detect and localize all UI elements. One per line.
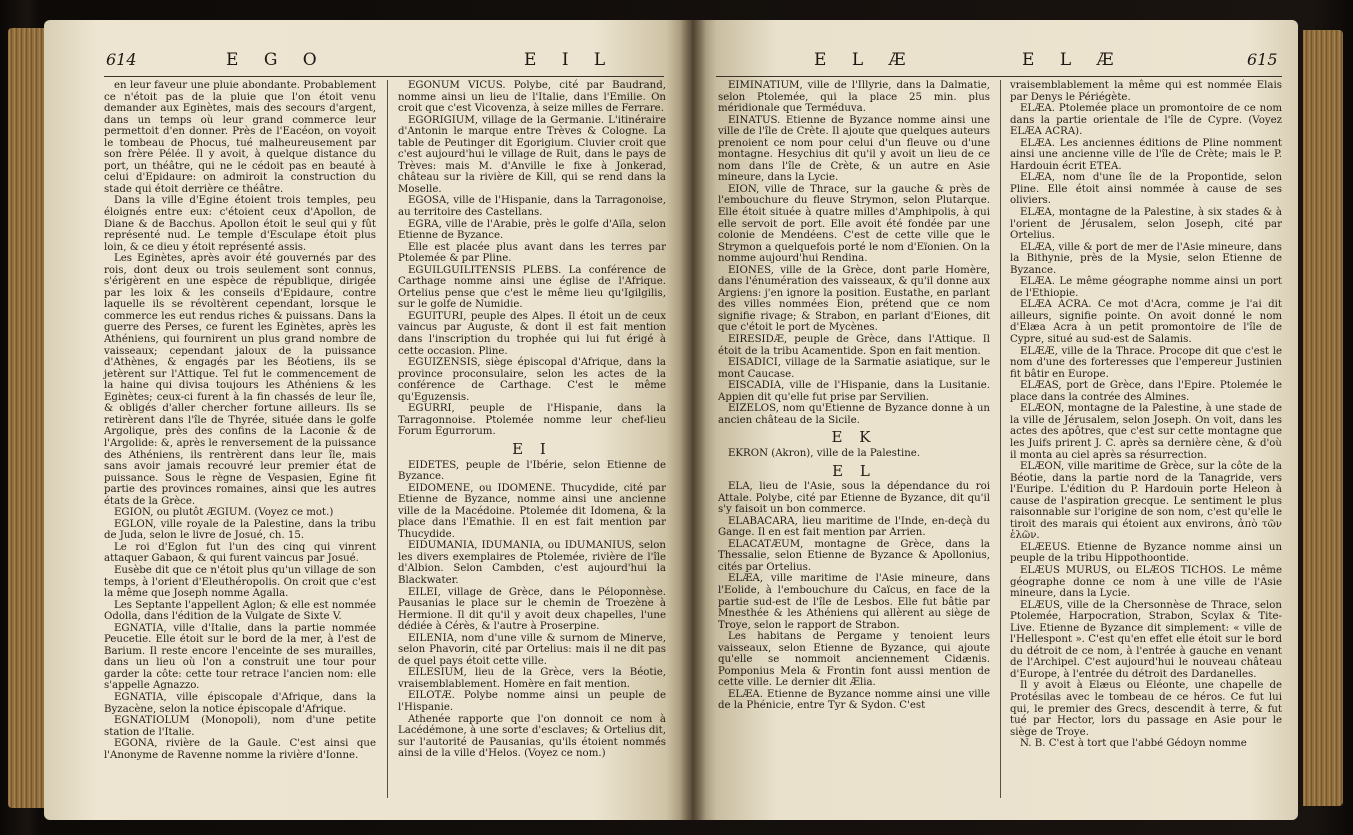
- entry: EIDUMANIA, IDUMANIA, ou IDUMANIUS, selon les divers exemplaires de Ptolemée, rivière de l'île d'Albion. Selon Cambden, c'est aujourd'hui la Blackwater.: [398, 540, 666, 586]
- entry: vraisemblablement la même qui est nommée Elais par Denys le Périégète.: [1010, 80, 1282, 103]
- entry: ELABACARA, lieu maritime de l'Inde, en-deçà du Gange. Il en est fait mention par Arrien.: [718, 515, 990, 539]
- right-page: [692, 20, 1298, 820]
- right-running-head-2: E L Æ: [1022, 50, 1124, 70]
- entry: EIMINATIUM, ville de l'Illyrie, dans la Dalmatie, selon Ptolemée, qui la place 25 min. plus méridionale que Terméduva.: [718, 80, 990, 115]
- entry: Eusèbe dit que ce n'étoit plus qu'un village de son temps, à l'orient d'Eleuthéropolis. On croit que c'est la même que Joseph nomme Agalla.: [104, 564, 376, 600]
- entry: EINATUS. Etienne de Byzance nomme ainsi une ville de l'île de Crète. Il ajoute que quelques auteurs prenoient ce nom pour celui d'un fleuve ou d'une montagne. Hesychius dit qu'il y avoit un lieu de ce nom dans l'île de Crète, & un autre en Asie mineure, dans la Lycie.: [718, 114, 990, 184]
- entry: ELÆA. Etienne de Byzance nomme ainsi une ville de la Phénicie, entre Tyr & Sydon. C'est: [718, 688, 990, 712]
- entry: ELÆON, montagne de la Palestine, à une stade de la ville de Jérusalem, selon Joseph. On voit, dans les actes des apôtres, que c'est sur cette montagne que les Juifs prirent J. C. après sa dernière cène, & d'où il monta au ciel après sa résurrection.: [1010, 403, 1282, 461]
- section-heading-ei: E I: [512, 439, 552, 458]
- entry: ELÆA, ville maritime de l'Asie mineure, dans l'Eolide, à l'embouchure du Caïcus, en face de la partie sud-est de l'île de Lesbos. Elle fut bâtie par Mnesthée & les Athéniens qui allèrent au siège de Troye, selon le rapport de Strabon.: [718, 573, 990, 631]
- entry: ELÆON, ville maritime de Grèce, sur la côte de la Béotie, dans la partie nord de la Tanagride, vers l'Euripe. L'édition du P. Hardouin porte Heleon à cause de l'aspiration grecque. Le sentiment le plus raisonnable sur l'origine de son nom, c'est qu'elle le tiroit des marais qui étoient aux environs, ἀπὸ τῶν ἑλῶν.: [1010, 461, 1282, 542]
- entry: Les habitans de Pergame y tenoient leurs vaisseaux, selon Etienne de Byzance, qui ajoute qu'elle se nommoit anciennement Cidænis. Pomponius Mela & Frontin font aussi mention de cette ville. Le dernier dit Ælia.: [718, 631, 990, 689]
- entry: EKRON (Akron), ville de la Palestine.: [728, 447, 921, 459]
- right-column-divider: [1000, 80, 1001, 798]
- entry: ELA, lieu de l'Asie, sous la dépendance du roi Attale. Polybe, cité par Etienne de Byzance, dit qu'il s'y faisoit un bon commerce.: [718, 481, 990, 516]
- entry: ELÆEUS. Etienne de Byzance nomme ainsi un peuple de la tribu Hippothoontide.: [1010, 541, 1282, 565]
- entry: Athenée rapporte que l'on donnoit ce nom à Lacédémone, à une sorte d'esclaves; & Ortelius dit, sur l'autorité de Pausanias, qu'ils étoient nommés ainsi de la ville d'Helos. (Voyez ce nom.): [398, 713, 666, 760]
- entry: EIZELOS, nom qu'Etienne de Byzance donne à un ancien château de la Sicile.: [718, 403, 990, 426]
- section-heading-el: E L: [832, 461, 876, 480]
- entry: ELÆUS, ville de la Chersonnèse de Thrace, selon Ptolemée, Harpocration, Strabon, Scylax & Tite-Live. Etienne de Byzance dit simplement: « ville de l'Hellespont ». C'est qu'en effet elle étoit sur le bord du détroit de ce nom, à l'entrée à gauche en venant de l'Archipel. C'est aujourd'hui le nouveau château d'Europe, à l'entrée du détroit des Dardanelles.: [1010, 599, 1282, 680]
- left-column-1: [104, 80, 376, 761]
- left-page: [44, 20, 692, 820]
- entry: EIDOMENE, ou IDOMENE. Thucydide, cité par Etienne de Byzance, nomme ainsi une ancienne ville de la Macédoine. Ptolemée dit Idomena, & la place dans l'Emathie. Il en est fait mention par Thucydide.: [398, 482, 666, 540]
- entry: Elle est placée plus avant dans les terres par Ptolemée & par Pline.: [398, 241, 666, 265]
- entry: EIRESIDÆ, peuple de Grèce, dans l'Attique. Il étoit de la tribu Acamentide. Spon en fait mention.: [718, 334, 990, 357]
- entry: EGION, ou plutôt ÆGIUM. (Voyez ce mot.): [114, 507, 334, 519]
- entry: EGLON, ville royale de la Palestine, dans la tribu de Juda, selon le livre de Josué, ch. 15.: [104, 518, 376, 542]
- entry: ELÆÆ, ville de la Thrace. Procope dit que c'est le nom d'une des forteresses que l'empereur Justinien fit bâtir en Europe.: [1010, 345, 1282, 380]
- entry: ELÆA, ville & port de mer de l'Asie mineure, dans la Bithynie, près de la Mysie, selon Etienne de Byzance.: [1010, 241, 1282, 276]
- entry: EIDETES, peuple de l'Ibérie, selon Etienne de Byzance.: [398, 459, 666, 483]
- entry: ELÆUS MURUS, ou ELÆOS TICHOS. Le même géographe donne ce nom à une ville de l'Asie mineure, dans la Lycie.: [1010, 564, 1282, 600]
- right-head-rule: [716, 76, 1282, 77]
- entry: ELÆA. Le même géographe nomme ainsi un port de l'Ethiopie.: [1010, 276, 1282, 299]
- left-column-divider: [387, 80, 388, 798]
- entry: EISADICI, village de la Sarmatie asiatique, sur le mont Caucase.: [718, 357, 990, 380]
- entry: N. B. C'est à tort que l'abbé Gédoyn nomme: [1020, 738, 1247, 750]
- entry: EGUITURI, peuple des Alpes. Il étoit un de ceux vaincus par Auguste, & dont il est fait mention dans l'inscription du trophée qui lui fut érigé à cette occasion. Pline.: [398, 310, 666, 357]
- left-running-head-1: E G O: [226, 50, 327, 70]
- entry: EGONUM VICUS. Polybe, cité par Baudrand, nomme ainsi un lieu de l'Italie, dans l'Emilie. On croit que c'est Vicovenza, à seize milles de Ferrare.: [398, 80, 666, 115]
- entry: EGURRI, peuple de l'Hispanie, dans la Tarragonnoise. Ptolemée nomme leur chef-lieu Forum Egurrorum.: [398, 403, 666, 438]
- entry: EGORIGIUM, village de la Germanie. L'itinéraire d'Antonin le marque entre Trèves & Cologne. La table de Peutinger dit Egorigium. Cluvier croit que c'est aujourd'hui le village de Ruit, dans le pays de Trèves: mais M. d'Anville le fixe à Jonkerad, château sur la rivière de Kill, qui se rend dans la Moselle.: [398, 114, 666, 195]
- entry: Le roi d'Eglon fut l'un des cinq qui vinrent attaquer Gabaon, & qui furent vaincus par Josué.: [104, 541, 376, 565]
- right-column-2: [1010, 80, 1282, 750]
- entry: ELÆA. Les anciennes éditions de Pline nomment ainsi une ancienne ville de l'île de Crète; mais le P. Hardouin écrit ETEA.: [1010, 137, 1282, 172]
- entry: Il y avoit à Elæus ou Eléonte, une chapelle de Protésilas avec le tombeau de ce héros. Ce fut lui qui, le premier des Grecs, descendit à terre, & fut tué par Hector, lors du passage en Asie pour le siège de Troye.: [1010, 680, 1282, 738]
- entry: Les Eginètes, après avoir été gouvernés par des rois, dont deux ou trois seulement sont connus, s'érigèrent en une espèce de république, dirigée par les loix & les conseils d'Epidaure, contre laquelle ils se révoltèrent cependant, lorsque le commerce les eut rendus riches & puissans. Dans la guerre des Perses, ce furent les Eginètes, après les Athéniens, qui fournirent un plus grand nombre de vaisseaux; cependant jaloux de la puissance d'Athènes, & engagés par les Béotiens, ils se jetèrent sur l'Attique. Tel fut le commencement de la haine qui divisa toujours les Athéniens & les Eginètes; ceux-ci furent à la fin chassés de leur île, & obligés d'aller chercher fortune ailleurs. Ils se retirèrent dans l'île de Thyrée, située dans le golfe Argolique, près des confins de la Laconie & de l'Argolide: &, après le renversement de la puissance des Athéniens, ils rentrèrent dans leur île, mais sans avoir jamais recouvré leur premier état de puissance. Sous le règne de Vespasien, Egine fit partie des provinces romaines, ainsi que les autres états de la Grèce.: [104, 253, 376, 507]
- entry: EILOTÆ. Polybe nomme ainsi un peuple de l'Hispanie.: [398, 690, 666, 713]
- entry: EILEI, village de Grèce, dans le Péloponnèse. Pausanias le place sur le chemin de Troezène à Hermione. Il dit qu'il y avoit deux chapelles, l'une dédiée à Cérès, & l'autre à Proserpine.: [398, 586, 666, 633]
- entry: EILESIUM, lieu de la Grèce, vers la Béotie, vraisemblablement. Homère en fait mention.: [398, 667, 666, 690]
- section-heading-ek: E K: [831, 428, 877, 447]
- right-page-edges: [1303, 30, 1343, 806]
- entry: EIONES, ville de la Grèce, dont parle Homère, dans l'énumération des vaisseaux, & qu'il donne aux Argiens: j'en ignore la position. Eustathe, en parlant des villes nommées Eion, prétend que ce nom signifie rivage; & Strabon, en parlant d'Eiones, dit que c'étoit le port de Mycènes.: [718, 264, 990, 334]
- entry: ELÆA, nom d'une île de la Propontide, selon Pline. Elle étoit ainsi nommée à cause de ses oliviers.: [1010, 172, 1282, 207]
- entry: EGNATIOLUM (Monopoli), nom d'une petite station de l'Italie.: [104, 715, 376, 738]
- entry: EGNATIA, ville d'Italie, dans la partie nommée Peucetie. Elle étoit sur le bord de la mer, à l'est de Barium. Il reste encore l'enceinte de ses murailles, dans un lieu où l'on a construit une tour pour garder la côte: cette tour retrace l'ancien nom: elle s'appelle Agnazzo.: [104, 622, 376, 692]
- entry: Dans la ville d'Egine étoient trois temples, peu éloignés entre eux: c'étoient ceux d'Apollon, de Diane & de Bacchus. Apollon étoit le seul qui y fût représenté nud. Le temple d'Esculape étoit plus loin, & ce dieu y étoit représenté assis.: [104, 195, 376, 253]
- entry: EGNATIA, ville épiscopale d'Afrique, dans la Byzacène, selon la notice épiscopale d'Afrique.: [104, 691, 376, 715]
- entry: en leur faveur une pluie abondante. Probablement ce n'étoit pas de la pluie que l'on étoit venu demander aux Eginètes, mais des secours d'argent, dans un temps où leur grand commerce leur permettoit d'en donner. Près de l'Eacéon, on voyoit le tombeau de Phocus, tué malheureusement par son frère Pélée. Il y avoit, à quelque distance du port, un théâtre, qui ne le cédoit pas en beauté à celui d'Epidaure: on admiroit la construction du stade qui étoit derrière ce théâtre.: [104, 80, 376, 195]
- right-page-number: 615: [1247, 50, 1278, 69]
- left-column-2: [398, 80, 666, 760]
- right-column-1: [718, 80, 990, 712]
- entry: EGOSA, ville de l'Hispanie, dans la Tarragonoise, au territoire des Castellans.: [398, 195, 666, 219]
- entry: ELÆAS, port de Grèce, dans l'Epire. Ptolemée le place dans la contrée des Almines.: [1010, 380, 1282, 403]
- entry: ELACATÆUM, montagne de Grèce, dans la Thessalie, selon Etienne de Byzance & Apollonius, cités par Ortelius.: [718, 538, 990, 573]
- book-gutter: [680, 20, 706, 820]
- entry: Les Septante l'appellent Aglon; & elle est nommée Odolla, dans l'édition de la Vulgate de Sixte V.: [104, 599, 376, 623]
- entry: EISCADIA, ville de l'Hispanie, dans la Lusitanie. Appien dit qu'elle fut prise par Servilien.: [718, 380, 990, 403]
- left-page-number: 614: [106, 50, 137, 69]
- entry: ELÆA. Ptolemée place un promontoire de ce nom dans la partie orientale de l'île de Cypre. (Voyez ELÆA ACRA).: [1010, 103, 1282, 138]
- left-page-edges: [8, 28, 46, 808]
- left-head-rule: [104, 76, 664, 77]
- entry: ELÆA, montagne de la Palestine, à six stades & à l'orient de Jérusalem, selon Joseph, cité par Ortelius.: [1010, 207, 1282, 242]
- entry: EGRA, ville de l'Arabie, près le golfe d'Aïla, selon Etienne de Byzance.: [398, 218, 666, 242]
- left-running-head-2: E I L: [524, 50, 616, 70]
- right-running-head-1: E L Æ: [814, 50, 916, 70]
- entry: EILENIA, nom d'une ville & surnom de Minerve, selon Phavorin, cité par Ortelius: mais il ne dit pas de quel pays étoit cette ville.: [398, 632, 666, 667]
- entry: EGONA, rivière de la Gaule. C'est ainsi que l'Anonyme de Ravenne nomme la rivière d'Ionne.: [104, 738, 376, 761]
- entry: EION, ville de Thrace, sur la gauche & près de l'embouchure du fleuve Strymon, selon Plutarque. Elle étoit située à quatre milles d'Amphipolis, à qui elle servoit de port. Elle avoit été fondée par une colonie de Mendéens. C'est de cette ville que le Strymon a quelquefois porté le nom d'Eïonien. On la nomme aujourd'hui Rendina.: [718, 183, 990, 265]
- entry: ELÆA ACRA. Ce mot d'Acra, comme je l'ai dit ailleurs, signifie pointe. On avoit donné le nom d'Elæa Acra à un petit promontoire de l'île de Cypre, situé au sud-est de Salamis.: [1010, 299, 1282, 346]
- entry: EGUIZENSIS, siège épiscopal d'Afrique, dans la province proconsulaire, selon les actes de la conférence de Carthage. C'est le même qu'Eguzensis.: [398, 357, 666, 403]
- entry: EGUILGUILITENSIS PLEBS. La conférence de Carthage nomme ainsi une église de l'Afrique. Ortelius pense que c'est le même lieu qu'Igilgilis, sur le golfe de Numidie.: [398, 264, 666, 311]
